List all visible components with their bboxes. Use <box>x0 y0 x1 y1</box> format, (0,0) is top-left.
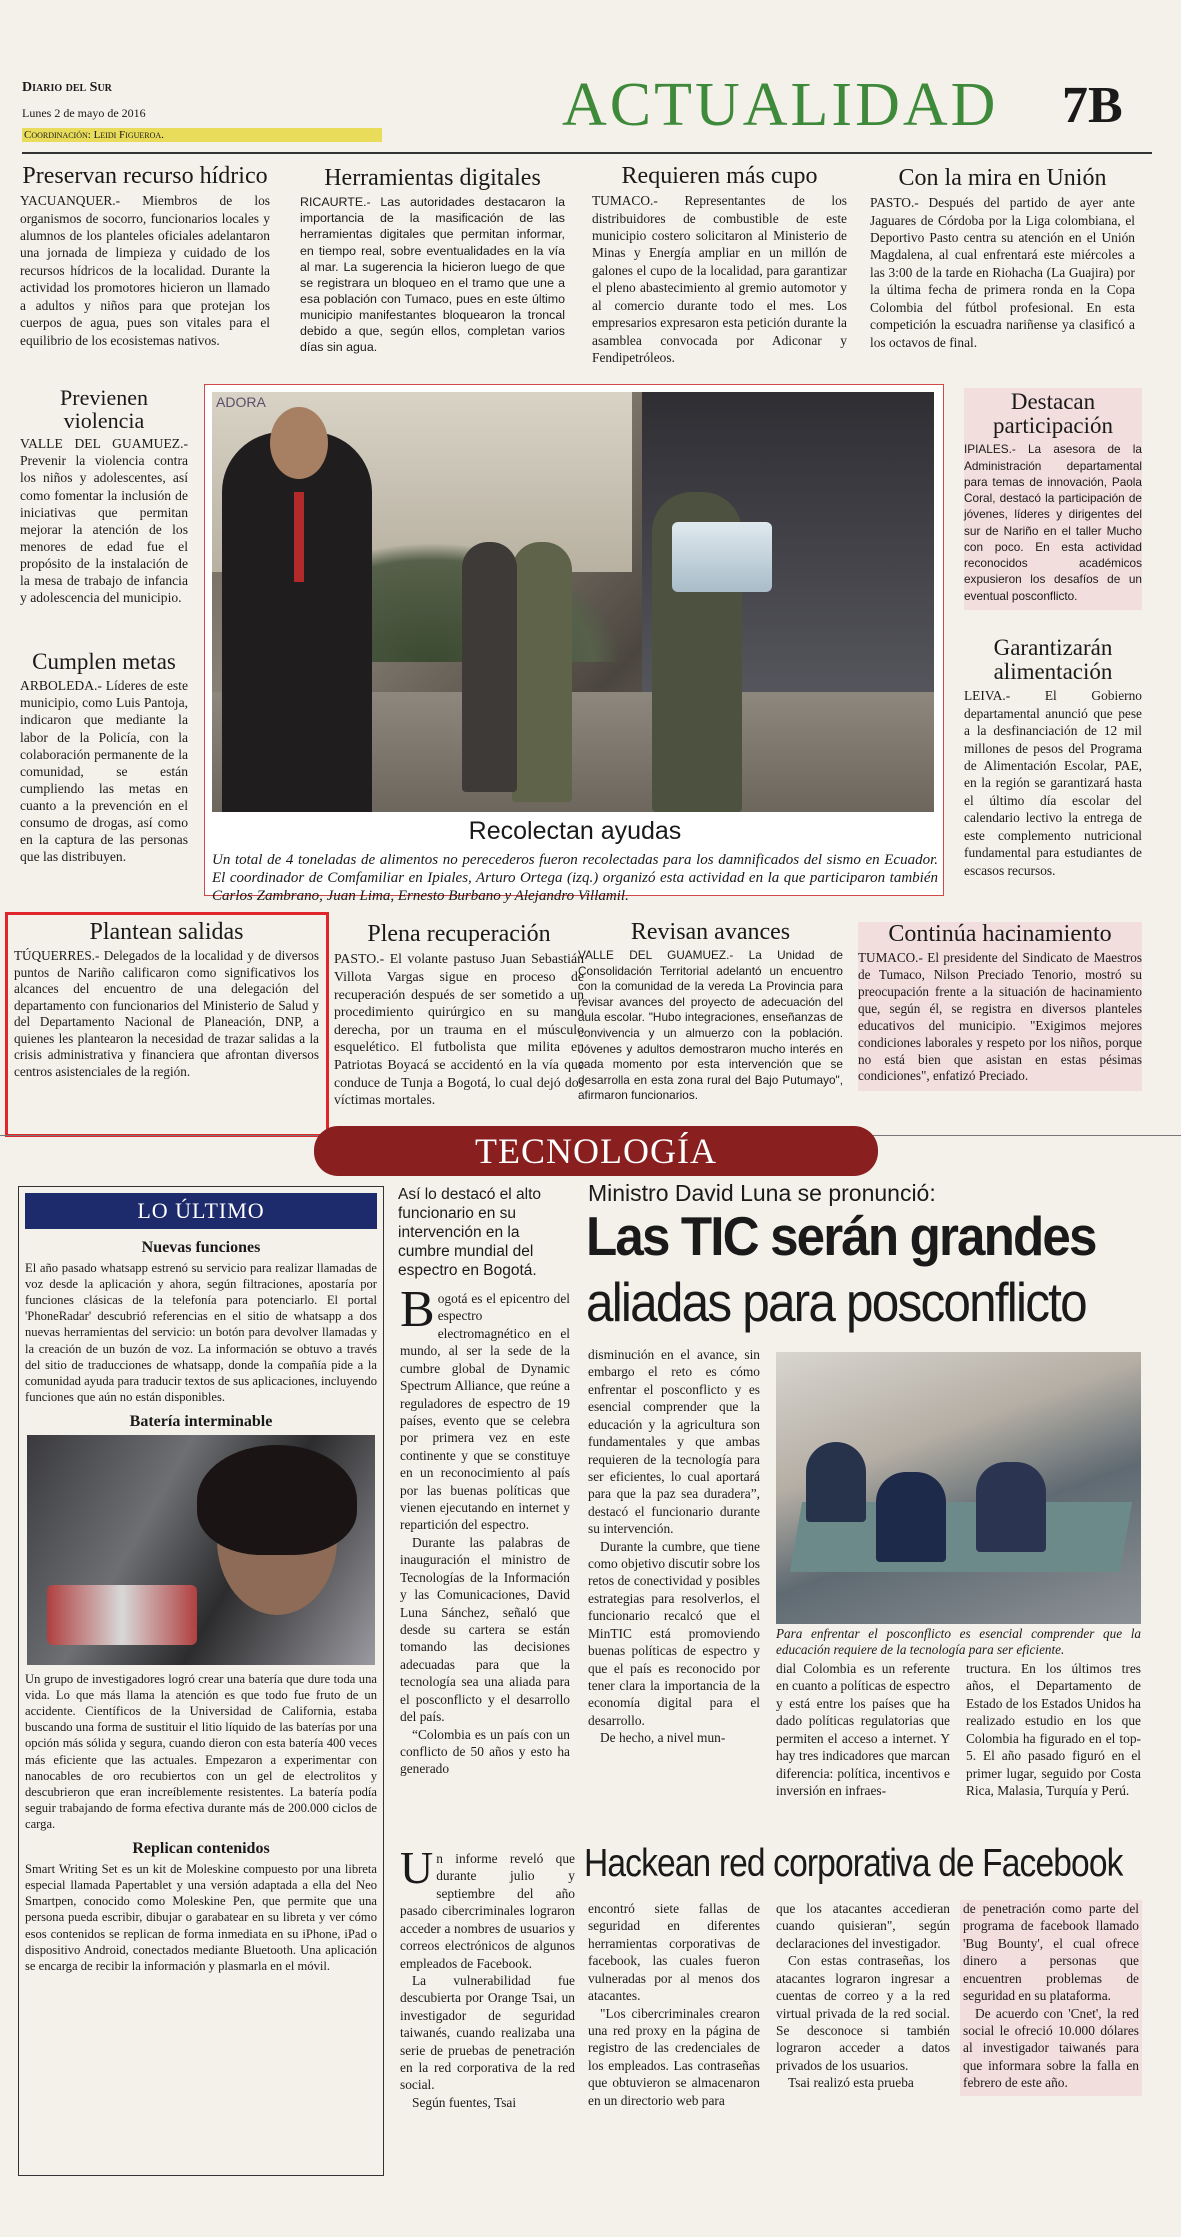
item-body: El año pasado whatsapp estrenó su servicio para realizar llamadas de voz desde la aplicación y ahora, según filtraciones, apostaría por funciones clásicas de la telefonía para potenciarlo. El portal 'PhoneRadar' descubrió referencias en el sitio de whatsapp a dos nuevas herramientas del servicio: un botón para devolver llamadas y la creación de un buzón de voz. La información se obtuvo a través del sitio de traducciones de whatsapp, donde la compañía pide a la comunidad ayuda para traducir textos de sus aplicaciones, incluyendo funciones que aún no están disponibles. <box>25 1261 377 1404</box>
tic-paragraph: “Colombia es un país con un conflicto de 50 años y esto ha generado <box>400 1726 570 1777</box>
item-body: Smart Writing Set es un kit de Moleskine compuesto por una libreta especial llamada Papertablet y una versión adaptada a ella del Neo Smartpen, conocido como Moleskine Pen, que permite que una persona pueda escribir, dibujar o garabatear en su libreta y ver cómo esos contenidos se replican de forma inmediata en su iPhone, iPad o dispositivo Android, conectados mediante Bluetooth. Una aplicación se encarga de recibir la información y plasmarla en el móvil. <box>25 1862 377 1973</box>
section-title: ACTUALIDAD <box>562 71 999 139</box>
item-title: Replican contenidos <box>132 1840 270 1858</box>
tic-col-2 <box>588 1346 760 1747</box>
brief-body: PASTO.- Después del partido de ayer ante Jaguares de Córdoba por la Liga colombiana, el Deportivo Pasto centra su atención en el Unión Magdalena, al cual enfrentará este miércoles a las 3:00 de la tarde en Riohacha (La Guajira) por la última fecha de primera ronda en la Copa Colombia del fútbol profesional. En esta competición la escuadra nariñense ya clasificó a los octavos de final. <box>870 195 1135 350</box>
tic-headline-bold: Las TIC serán grandes <box>586 1205 1096 1267</box>
brief-cumplen <box>20 650 188 866</box>
tic-headline-light: aliadas para posconflicto <box>586 1271 1086 1333</box>
classroom-caption: Para enfrentar el posconflicto es esencial comprender que la educación requiere de la tecnología para ser eficiente. <box>776 1626 1141 1657</box>
brief-title: Revisan avances <box>630 919 791 945</box>
brief-body: TUMACO.- El presidente del Sindicato de Maestros de Tumaco, Nilson Preciado Tenorio, mostró su preocupación frente a la situación de hacinamiento que, según él, se registra en diversos planteles educativos del municipio. "Exigimos mejores condiciones laborales y respeto por los niños, porque no está bien que asistan en estas pésimas condiciones", enfatizó Preciado. <box>858 950 1142 1084</box>
brief-title: Destacan participación <box>992 389 1114 439</box>
brief-body: IPIALES.- La asesora de la Administración departamental para temas de innovación, Paola Coral, destacó la participación de jóvenes, líderes y dirigentes del sur de Nariño en el taller Mucho con poco. En esta actividad reconocidos académicos expusieron los desafíos de un eventual posconflicto. <box>964 442 1142 603</box>
lo-ultimo-box <box>18 1186 384 2176</box>
tic-paragraph: dial Colombia es un referente en cuanto a políticas de espectro y está entre los países que ha dado políticas regulatorias que permiten el acceso a internet. Y hay tres indicadores que marcan diferencia: política, incentivos e inversión en infraes- <box>776 1661 950 1798</box>
fb-paragraph: La vulnerabilidad fue descubierta por Orange Tsai, un investigador de seguridad taiwanés, cuando realizaba una serie de pruebas de penetración en la red corporativa de la red social. <box>400 1972 575 2093</box>
tic-paragraph: ogotá es el epicentro del espectro electromagnético en el mundo, al ser la sede de la cumbre global de Dynamic Spectrum Alliance, que reúne a reguladores de espectro de 19 países, evento que se celebra por primera vez en este continente y que se constituye en un reconocimiento al país por las buenas políticas que vienen ejecutando en internet y repartición del espectro. <box>400 1291 570 1533</box>
fb-col-3 <box>776 1900 950 2092</box>
classroom-photo <box>776 1352 1141 1624</box>
tic-col-3 <box>776 1660 950 1799</box>
brief-requieren <box>592 164 847 366</box>
water-bottles <box>672 522 772 592</box>
brief-body: YACUANQUER.- Miembros de los organismos de socorro, funcionarios locales y alumnos de los planteles oficiales adelantaron una jornada de limpieza y cuidado de los recursos hídricos de la localidad. Durante la actividad los promotores hicieron un llamado a adultos y niños para que protejan los cuerpos de agua, pues son vitales para el equilibrio de los ecosistemas nativos. <box>20 193 270 348</box>
aid-collection-photo <box>212 392 934 812</box>
page-number: 7B <box>1062 77 1123 134</box>
man-in-suit <box>222 432 372 812</box>
brief-title: Plena recuperación <box>367 921 551 947</box>
brief-title: Preservan recurso hídrico <box>22 163 268 189</box>
fb-paragraph: De acuerdo con 'Cnet', la red social le ofreció 10.000 dólares al investigador taiwanés para que informara sobre la falla en febrero de este año. <box>963 2005 1139 2091</box>
brief-plantean <box>14 920 319 1080</box>
brief-previenen <box>20 386 188 606</box>
fb-paragraph: "Los cibercriminales crearon una red proxy en la página de registro de las credenciales de los empleados. Las contraseñas que obtuvieron se almacenaron en un directorio web para <box>588 2005 760 2108</box>
brief-title: Plantean salidas <box>89 919 244 945</box>
fb-paragraph: encontró siete fallas de seguridad en diferentes herramientas corporativas de facebook, las cuales fueron vulneradas por al menos dos atacantes. <box>588 1901 760 2004</box>
brief-title: Continúa hacinamiento <box>888 921 1112 947</box>
brief-body: ARBOLEDA.- Líderes de este municipio, como Luis Pantoja, indicaron que mediante la labor de la Policía, con la colaboración permanente de la comunidad, se están cumpliendo las metas en cuanto a la prevención en el consumo de drogas, así como en la captura de las personas que las distribuyen. <box>20 678 188 865</box>
tic-paragraph: tructura. En los últimos tres años, el Departamento de Estado de los Estados Unidos ha realizado estudio en los que Colombia ha figurado en el top-5. El año pasado figuró en el primer lugar, seguido por Costa Rica, Malasia, Turquía y Perú. <box>966 1661 1141 1798</box>
tic-paragraph: De hecho, a nivel mun- <box>600 1730 726 1746</box>
fb-paragraph: Con estas contraseñas, los atacantes lograron ingresar a cuentas de correo y a la red virtual privada de la red social. Se desconoce si también lograron acceder a datos privados de los usuarios. <box>776 1953 950 2073</box>
fb-headline: Hackean red corporativa de Facebook <box>584 1842 1123 1885</box>
brief-body: VALLE DEL GUAMUEZ.- La Unidad de Consolidación Territorial adelantó un encuentro con la comunidad de la vereda La Provincia para revisar avances del proyecto de adecuación del aula escolar. "Hubo integraciones, enseñanzas de convivencia y un almuerzo con la población. Jóvenes y adultos demostraron mucho interés en cada momento por esta intervención que se desarrolla en esta zona rural del Bajo Putumayo", afirmaron funcionarios. <box>578 948 843 1103</box>
photo-title: Recolectan ayudas <box>468 817 682 845</box>
masthead <box>22 72 1152 152</box>
tic-paragraph: Durante las palabras de inauguración el ministro de Tecnologías de la Información y las Comunicaciones, David Luna Sánchez, señaló que desde su cartera se están tomando las decisiones adecuadas para que la tecnología sea una aliada para el posconflicto y el desarrollo del país. <box>400 1534 570 1725</box>
brief-preservan <box>20 164 270 349</box>
soldier-figure <box>512 542 572 802</box>
brief-body: TÚQUERRES.- Delegados de la localidad y de diversos puntos de Nariño calificaron como significativos los alcances del encuentro de una delegación del departamento con funcionarios del Ministerio de Salud y del Departamento Nacional de Planeación, DNP, a quienes les plantearon la necesidad de trazar salidas a la crisis administrativa y financiera que afrontan diversos centros asistenciales de la región. <box>14 948 319 1079</box>
scientist-photo <box>27 1435 375 1665</box>
brief-title: Garantizarán alimentación <box>993 635 1113 685</box>
soldier-figure <box>462 542 517 792</box>
brief-title: Con la mira en Unión <box>898 165 1107 191</box>
tic-kicker: Ministro David Luna se pronunció: <box>588 1180 936 1206</box>
brief-title: Cumplen metas <box>32 649 176 674</box>
item-title: Batería interminable <box>129 1412 273 1430</box>
drop-cap: B <box>400 1281 435 1338</box>
brief-title: Previenen violencia <box>60 385 148 434</box>
fb-col-1 <box>400 1842 575 2111</box>
drop-cap: U <box>400 1842 434 1893</box>
fb-col-4 <box>960 1900 1142 2096</box>
tic-paragraph: disminución en el avance, sin embargo el reto es cómo enfrentar el posconflicto y es esencial comprender que la educación y la agricultura son fundamentales y que ambas requieren de la tecnología para ser eficientes, lo cual aportará para que la paz sea duradera”, destacó el funcionario durante su intervención. <box>588 1347 760 1537</box>
brief-con-la-mira <box>870 166 1135 351</box>
tic-col-4 <box>966 1660 1141 1799</box>
brief-body: PASTO.- El volante pastuso Juan Sebastián Villota Vargas sigue en proceso de recuperación después de ser sometido a un procedimiento quirúrgico en su mano derecha, por un trauma en el músculo esquelético. El futbolista que milita en Patriotas Boyacá se accidentó en la vía que conduce de Tunja a Bogotá, lo cual dejó dos víctimas mortales. <box>334 951 584 1108</box>
paper-name: Diario del Sur <box>22 80 112 95</box>
fb-paragraph: Según fuentes, Tsai <box>412 2094 517 2110</box>
fb-paragraph: de penetración como parte del programa de facebook llamado 'Bug Bounty', el cual ofrece dinero a personas que encuentren problemas de seguridad en su plataforma. <box>963 1901 1139 2004</box>
header-rule <box>22 152 1152 154</box>
wall-lettering: ADORA <box>216 394 266 410</box>
brief-body: VALLE DEL GUAMUEZ.- Prevenir la violencia contra los niños y adolescentes, así como fomentar la inclusión de iniciativas que permitan mejorar la atención de los menores de edad fue el propósito de la instalación de la mesa de trabajo de infancia y adolescencia del municipio. <box>20 436 188 606</box>
fb-col-2 <box>588 1900 760 2109</box>
item-title: Nuevas funciones <box>141 1239 261 1256</box>
brief-title: Requieren más cupo <box>621 163 818 189</box>
brief-garantizaran <box>964 636 1142 879</box>
issue-date: Lunes 2 de mayo de 2016 <box>22 106 146 120</box>
brief-continua <box>858 922 1142 1091</box>
fb-paragraph: n informe reveló que durante julio y septiembre del año pasado cibercriminales lograron acceder a nombres de usuarios y correos electrónicos de algunos empleados de Facebook. <box>400 1851 575 1971</box>
brief-body: RICAURTE.- Las autoridades destacaron la importancia de la masificación de las herramientas digitales que permitan informar, en tiempo real, sobre eventualidades en la vía al mar. La sugerencia la hicieron luego de que se registrara un bloqueo en el tramo que une a esa población con Tumaco, pues en este último municipio manifestantes bloquearon la troncal debido a que, según ellos, completan varios días sin agua. <box>300 195 565 355</box>
brief-herramientas <box>300 166 565 355</box>
photo-caption: Un total de 4 toneladas de alimentos no perecederos fueron recolectadas para los damnificados del sismo en Ecuador. El coordinador de Comfamiliar en Ipiales, Arturo Ortega (izq.) organizó esta actividad en la que participaron también Carlos Zambrano, Juan Lima, Ernesto Burbano y Alejandro Villamil. <box>212 852 938 904</box>
brief-plena <box>334 922 584 1109</box>
tic-paragraph: Durante la cumbre, que tiene como objetivo discutir sobre los retos de conectividad y posibles estrategias para resolverlos, el funcionario recalcó que el MinTIC está promoviendo buenas políticas de espectro y que el país es reconocido por tener clara la importancia de la economía digital para el desarrollo. <box>588 1538 760 1728</box>
fb-paragraph: que los atacantes accedieran cuando quisieran", según declaraciones del investigador. <box>776 1901 950 1951</box>
brief-body: LEIVA.- El Gobierno departamental anunció que pese a la desfinanciación de 12 mil millones de pesos del Programa de Alimentación Escolar, PAE, en la región se garantizará hasta el último día escolar del calendario lectivo la entrega de este complemento nutricional fundamental para estudiantes de escasos recursos. <box>964 688 1142 878</box>
brief-body: TUMACO.- Representantes de los distribuidores de combustible de este municipio costero solicitaron al Ministerio de Minas y Energía ampliar en un millón de galones el cupo de la localidad, para garantizar el pleno abastecimiento al gremio automotor y al comercio durante todo el mes. Los empresarios expresaron esta petición durante la asamblea convocada por Adiconar y Fendipetróleos. <box>592 193 847 365</box>
lo-ultimo-heading: LO ÚLTIMO <box>25 1193 377 1229</box>
fb-paragraph: Tsai realizó esta prueba <box>788 2075 914 2091</box>
main-photo-frame <box>204 384 944 904</box>
item-body: Un grupo de investigadores logró crear una batería que dure toda una vida. Lo que más llama la atención es que todo fue fruto de un accidente. Científicos de la Universidad de California, estaba buscando una forma de sustituir el litio líquido de las baterías por una opción más sólida y segura, cuando dieron con esta batería 400 veces más eficiente que las actuales. Empezaron a experimentar con nanocables de oro recubiertos con un gel de electrolitos y descubrieron que eran increíblemente resistentes. La batería podía seguir trabajando de forma efectiva durante más de 200.000 ciclos de carga. <box>25 1671 377 1831</box>
tic-col-1 <box>400 1281 570 1778</box>
coordination: Coordinación: Leidi Figueroa. <box>22 128 382 142</box>
tech-banner-label: TECNOLOGÍA <box>475 1131 717 1171</box>
brief-revisan <box>578 920 843 1104</box>
pull-quote: Así lo destacó el alto funcionario en su intervención en la cumbre mundial del espectro en Bogotá. <box>398 1186 542 1279</box>
brief-destacan <box>964 388 1142 610</box>
brief-title: Herramientas digitales <box>324 165 541 191</box>
